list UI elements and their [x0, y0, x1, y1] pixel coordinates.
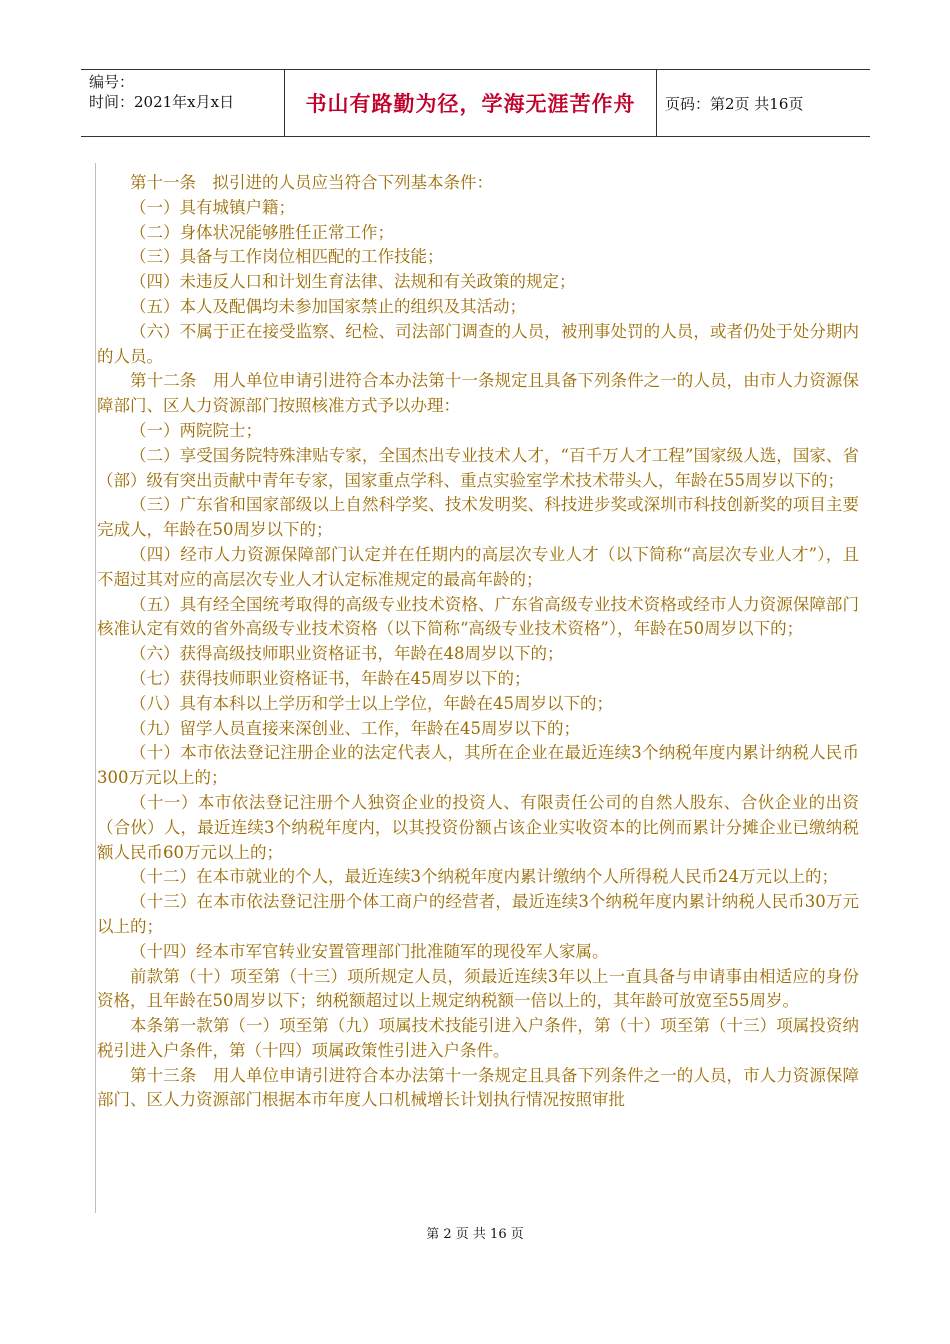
paragraph: （六）不属于正在接受监察、纪检、司法部门调查的人员，被刑事处罚的人员，或者仍处于处分期内的人员。: [97, 321, 859, 366]
header-motto-cell: [284, 70, 657, 136]
header-info-cell: [81, 70, 284, 136]
paragraph: 第十一条 拟引进的人员应当符合下列基本条件：: [130, 173, 493, 192]
page-header: [81, 69, 870, 137]
paragraph: （八）具有本科以上学历和学士以上学位，年龄在45周岁以下的；: [130, 693, 613, 713]
paragraph: （十）本市依法登记注册企业的法定代表人，其所在企业在最近连续3个纳税年度内累计纳税人民币300万元以上的；: [97, 743, 859, 788]
paragraph: （五）具有经全国统考取得的高级专业技术资格、广东省高级专业技术资格或经市人力资源保障部门核准认定有效的省外高级专业技术资格（以下简称“高级专业技术资格”），年龄在50周岁以下的；: [97, 594, 859, 639]
paragraph: （二）身体状况能够胜任正常工作；: [130, 222, 394, 242]
paragraph: （七）获得技师职业资格证书，年龄在45周岁以下的；: [130, 668, 531, 688]
paragraph: （一）具有城镇户籍；: [130, 197, 295, 217]
paragraph: （九）留学人员直接来深创业、工作，年龄在45周岁以下的；: [130, 718, 580, 738]
paragraph: （十四）经本市军官转业安置管理部门批准随军的现役军人家属。: [130, 941, 609, 961]
paragraph: （三）广东省和国家部级以上自然科学奖、技术发明奖、科技进步奖或深圳市科技创新奖的项目主要完成人，年龄在50周岁以下的；: [97, 495, 859, 540]
motto-text: 书山有路勤为径，学海无涯苦作舟: [305, 91, 636, 116]
page-footer: 第 2 页 共 16 页: [426, 1227, 524, 1242]
paragraph: 前款第（十）项至第（十三）项所规定人员，须最近连续3年以上一直具备与申请事由相适应的身份资格，且年龄在50周岁以下；纳税额超过以上规定纳税额一倍以上的，其年龄可放宽至55周岁。: [97, 966, 859, 1011]
document-body: [97, 171, 859, 1113]
paragraph: （四）经市人力资源保障部门认定并在任期内的高层次专业人才（以下简称“高层次专业人才”），且不超过其对应的高层次专业人才认定标准规定的最高年龄的；: [97, 544, 859, 589]
paragraph: （四）未违反人口和计划生育法律、法规和有关政策的规定；: [130, 272, 576, 292]
paragraph: 第十二条 用人单位申请引进符合本办法第十一条规定且具备下列条件之一的人员，由市人力资源保障部门、区人力资源部门按照核准方式予以办理：: [97, 371, 859, 416]
paragraph: （六）获得高级技师职业资格证书，年龄在48周岁以下的；: [130, 644, 564, 664]
left-margin-rule: [95, 163, 96, 1213]
paragraph: （十一）本市依法登记注册个人独资企业的投资人、有限责任公司的自然人股东、合伙企业的出资（合伙）人，最近连续3个纳税年度内，以其投资份额占该企业实收资本的比例而累计分摊企业已缴纳税额人民币60万元以上的；: [97, 792, 859, 862]
paragraph: 第十三条 用人单位申请引进符合本办法第十一条规定且具备下列条件之一的人员，市人力资源保障部门、区人力资源部门根据本市年度人口机械增长计划执行情况按照审批: [97, 1065, 859, 1110]
paragraph: （十二）在本市就业的个人，最近连续3个纳税年度内累计缴纳个人所得税人民币24万元以上的；: [130, 867, 838, 887]
time-label: 时间：2021年x月x日: [89, 93, 235, 111]
paragraph: （二）享受国务院特殊津贴专家，全国杰出专业技术人才，“百千万人才工程”国家级人选，国家、省（部）级有突出贡献中青年专家，国家重点学科、重点实验室学术技术带头人，年龄在55周岁以下的；: [97, 445, 859, 490]
paragraph: （三）具备与工作岗位相匹配的工作技能；: [130, 247, 444, 267]
paragraph: （一）两院院士；: [130, 420, 262, 440]
serial-number-label: 编号：: [89, 73, 135, 91]
page-code: 页码：第2页 共16页: [665, 94, 804, 113]
header-page-cell: [657, 70, 870, 136]
paragraph: 本条第一款第（一）项至第（九）项属技术技能引进入户条件，第（十）项至第（十三）项属投资纳税引进入户条件，第（十四）项属政策性引进入户条件。: [97, 1016, 859, 1060]
paragraph: （十三）在本市依法登记注册个体工商户的经营者，最近连续3个纳税年度内累计纳税人民币30万元以上的；: [97, 892, 859, 936]
paragraph: （五）本人及配偶均未参加国家禁止的组织及其活动；: [130, 296, 526, 316]
